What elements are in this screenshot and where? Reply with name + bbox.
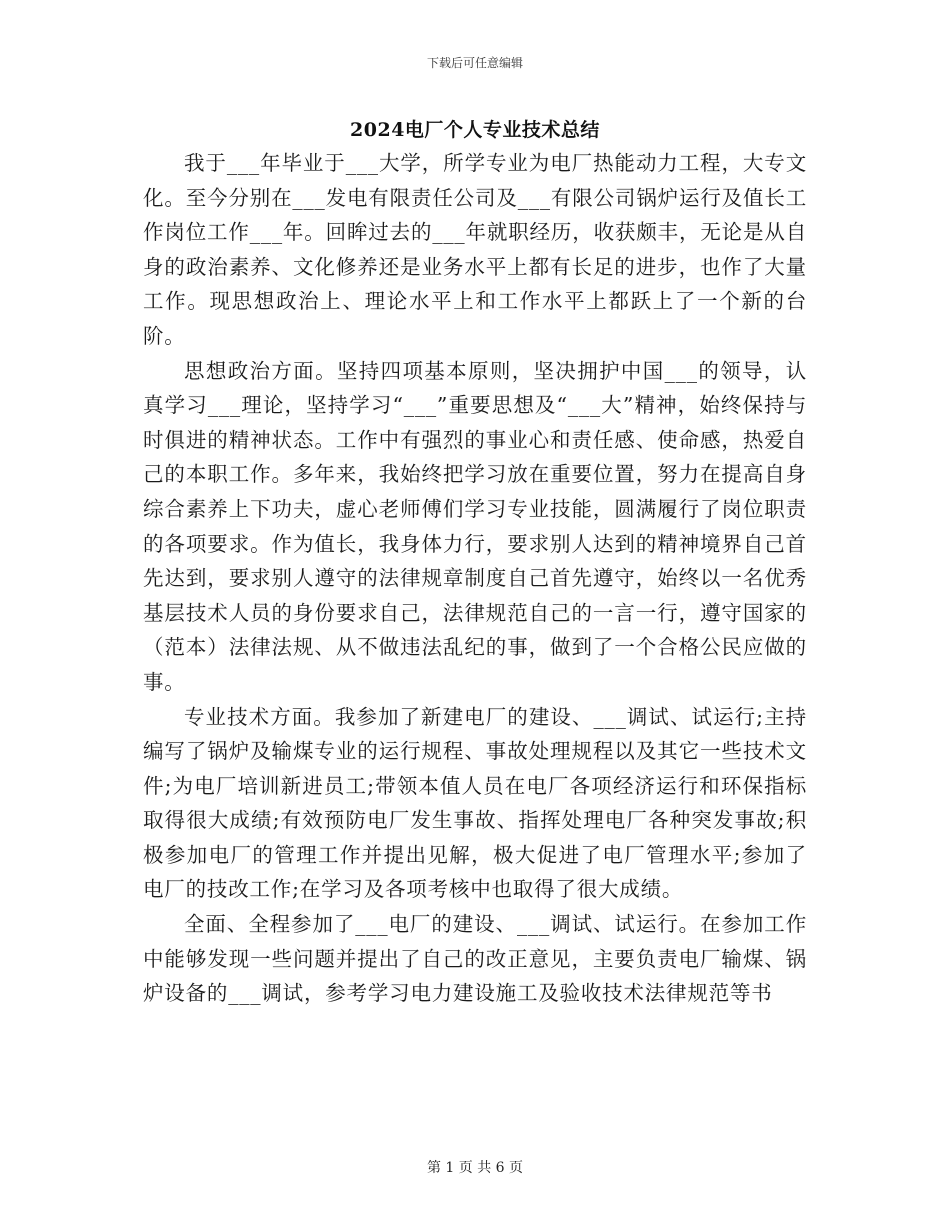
paragraph-intro: 我于___年毕业于___大学，所学专业为电厂热能动力工程，大专文化。至今分别在___发电有限责任公司及___有限公司锅炉运行及值长工作岗位工作___年。回眸过去的___年就职经历，收获颇丰，无论是从自身的政治素养、文化修养还是业务水平上都有长足的进步，也作了大量工作。现思想政治上、理论水平上和工作水平上都跃上了一个新的台阶。 <box>143 151 807 348</box>
paragraph-political: 思想政治方面。坚持四项基本原则，坚决拥护中国___的领导，认真学习___理论，坚持学习“___”重要思想及“___大”精神，始终保持与时俱进的精神状态。工作中有强烈的事业心和责任感、使命感，热爱自己的本职工作。多年来，我始终把学习放在重要位置，努力在提高自身综合素养上下功夫，虚心老师傅们学习专业技能，圆满履行了岗位职责的各项要求。作为值长，我身体力行，要求别人达到的精神境界自己首先达到，要求别人遵守的法律规章制度自己首先遵守，始终以一名优秀基层技术人员的身份要求自己，法律规范自己的一言一行，遵守国家的（范本）法律法规、从不做违法乱纪的事，做到了一个合格公民应做的事。 <box>143 358 807 694</box>
paragraph-technical: 专业技术方面。我参加了新建电厂的建设、___调试、试运行;主持编写了锅炉及输煤专业的运行规程、事故处理规程以及其它一些技术文件;为电厂培训新进员工;带领本值人员在电厂各项经济运行和环保指标取得很大成绩;有效预防电厂发生事故、指挥处理电厂各种突发事故;积极参加电厂的管理工作并提出见解，极大促进了电厂管理水平;参加了电厂的技改工作;在学习及各项考核中也取得了很大成绩。 <box>143 704 807 902</box>
document-title: 2024电厂个人专业技术总结 <box>350 119 600 141</box>
paragraph-construction: 全面、全程参加了___电厂的建设、___调试、试运行。在参加工作中能够发现一些问题并提出了自己的改正意见，主要负责电厂输煤、锅炉设备的___调试，参考学习电力建设施工及验收技术法律规范等书 <box>143 912 807 1006</box>
page-number: 第 1 页 共 6 页 <box>426 1160 524 1176</box>
page-header-note: 下载后可任意编辑 <box>426 56 523 70</box>
document-body <box>143 146 807 1011</box>
